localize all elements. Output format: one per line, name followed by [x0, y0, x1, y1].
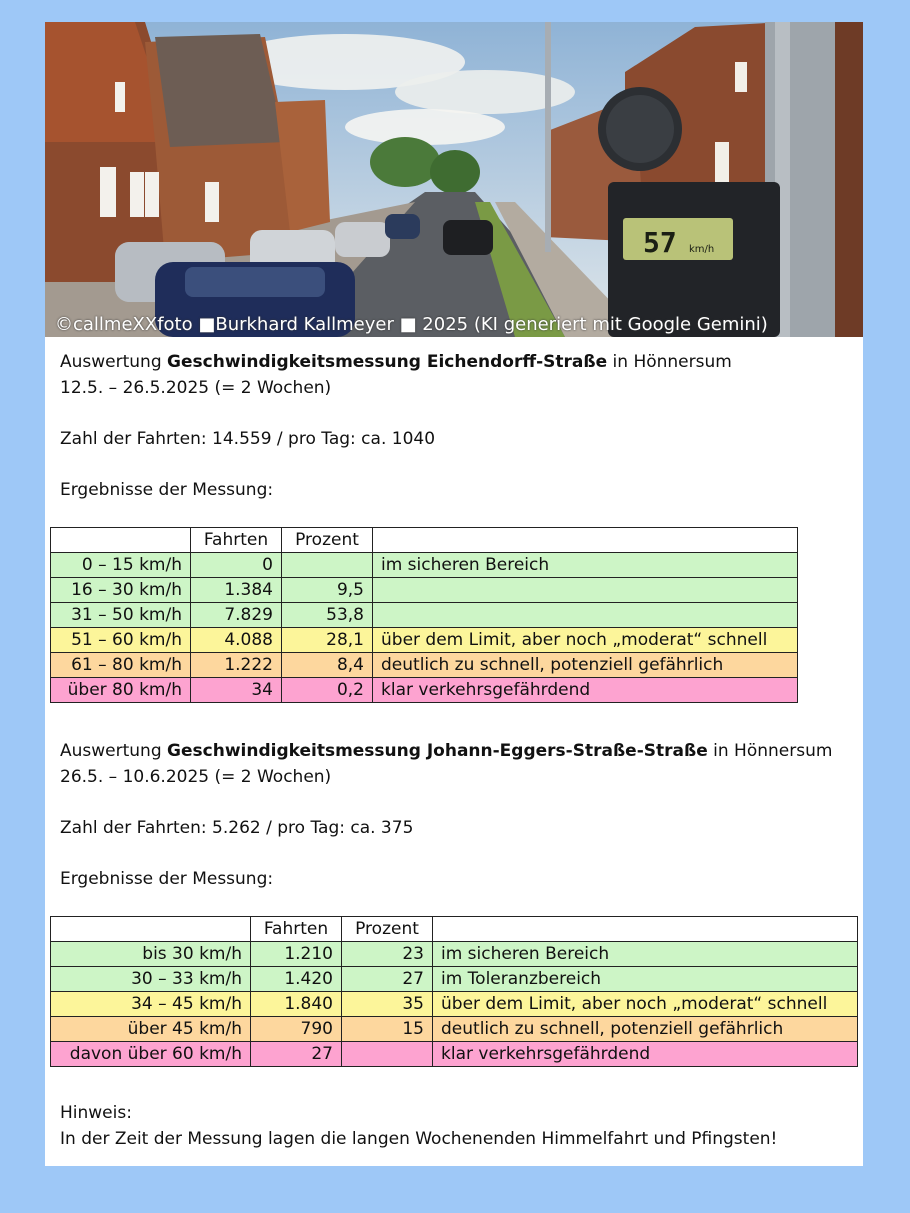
speed-range-cell: 31 – 50 km/h [51, 603, 191, 628]
table-row [51, 578, 798, 603]
speed-range-cell: 30 – 33 km/h [51, 967, 251, 992]
section1-results-label: Ergebnisse der Messung: [60, 480, 274, 500]
assessment-cell [373, 603, 798, 628]
prozent-cell [342, 1042, 433, 1067]
section2-trips: Zahl der Fahrten: 5.262 / pro Tag: ca. 375 [60, 818, 414, 838]
fahrten-cell: 1.384 [191, 578, 282, 603]
fahrten-cell: 7.829 [191, 603, 282, 628]
prozent-cell: 53,8 [282, 603, 373, 628]
assessment-cell: klar verkehrsgefährdend [433, 1042, 858, 1067]
fahrten-cell: 34 [191, 678, 282, 703]
prozent-cell: 15 [342, 1017, 433, 1042]
assessment-cell: im Toleranzbereich [433, 967, 858, 992]
speed-range-cell: 0 – 15 km/h [51, 553, 191, 578]
table-header-cell: Prozent [282, 528, 373, 553]
street-scene-image [45, 22, 863, 337]
speed-range-cell: über 45 km/h [51, 1017, 251, 1042]
prozent-cell: 28,1 [282, 628, 373, 653]
section2-results-table [50, 916, 858, 1067]
fahrten-cell: 1.210 [251, 942, 342, 967]
speed-range-cell: 16 – 30 km/h [51, 578, 191, 603]
section2-period: 26.5. – 10.6.2025 (= 2 Wochen) [60, 767, 332, 787]
assessment-cell: deutlich zu schnell, potenziell gefährlich [433, 1017, 858, 1042]
table-row [51, 942, 858, 967]
assessment-cell [373, 578, 798, 603]
photo-caption: ©callmeXXfoto ■Burkhard Kallmeyer ■ 2025 (KI generiert mit Google Gemini) [55, 314, 768, 335]
table-header-cell [51, 528, 191, 553]
prozent-cell [282, 553, 373, 578]
table-row [51, 1017, 858, 1042]
table-header-row [51, 917, 858, 942]
table-header-cell [433, 917, 858, 942]
table-header-cell: Fahrten [251, 917, 342, 942]
table-row [51, 678, 798, 703]
section1-results-table [50, 527, 798, 703]
table-header-cell [51, 917, 251, 942]
assessment-cell: über dem Limit, aber noch „moderat“ schnell [433, 992, 858, 1017]
speed-range-cell: 51 – 60 km/h [51, 628, 191, 653]
prozent-cell: 35 [342, 992, 433, 1017]
prozent-cell: 0,2 [282, 678, 373, 703]
table-row [51, 628, 798, 653]
prozent-cell: 27 [342, 967, 433, 992]
assessment-cell: über dem Limit, aber noch „moderat“ schnell [373, 628, 798, 653]
fahrten-cell: 27 [251, 1042, 342, 1067]
header-photo [45, 22, 863, 337]
table-row [51, 967, 858, 992]
speed-range-cell: 34 – 45 km/h [51, 992, 251, 1017]
speed-range-cell: über 80 km/h [51, 678, 191, 703]
page [45, 22, 863, 1166]
table-row [51, 553, 798, 578]
speed-range-cell: bis 30 km/h [51, 942, 251, 967]
note-text: In der Zeit der Messung lagen die langen Wochenenden Himmelfahrt und Pfingsten! [60, 1129, 778, 1149]
speed-range-cell: 61 – 80 km/h [51, 653, 191, 678]
fahrten-cell: 1.840 [251, 992, 342, 1017]
section2-results-label: Ergebnisse der Messung: [60, 869, 274, 889]
fahrten-cell: 1.222 [191, 653, 282, 678]
lcd-value: 57 [643, 226, 677, 259]
table-header-cell [373, 528, 798, 553]
fahrten-cell: 4.088 [191, 628, 282, 653]
assessment-cell: im sicheren Bereich [373, 553, 798, 578]
table-header-cell: Fahrten [191, 528, 282, 553]
table-header-row [51, 528, 798, 553]
table-row [51, 653, 798, 678]
prozent-cell: 9,5 [282, 578, 373, 603]
prozent-cell: 23 [342, 942, 433, 967]
section1-title: Auswertung Geschwindigkeitsmessung Eichendorff-Straße in Hönnersum [60, 352, 732, 372]
prozent-cell: 8,4 [282, 653, 373, 678]
fahrten-cell: 790 [251, 1017, 342, 1042]
assessment-cell: im sicheren Bereich [433, 942, 858, 967]
section2-title: Auswertung Geschwindigkeitsmessung Johann-Eggers-Straße-Straße in Hönnersum [60, 741, 833, 761]
section1-trips: Zahl der Fahrten: 14.559 / pro Tag: ca. 1040 [60, 429, 436, 449]
table-row [51, 603, 798, 628]
fahrten-cell: 0 [191, 553, 282, 578]
table-row [51, 992, 858, 1017]
section1-period: 12.5. – 26.5.2025 (= 2 Wochen) [60, 378, 332, 398]
table-row [51, 1042, 858, 1067]
lcd-unit: km/h [689, 244, 715, 255]
table-header-cell: Prozent [342, 917, 433, 942]
fahrten-cell: 1.420 [251, 967, 342, 992]
assessment-cell: klar verkehrsgefährdend [373, 678, 798, 703]
assessment-cell: deutlich zu schnell, potenziell gefährlich [373, 653, 798, 678]
note-label: Hinweis: [60, 1103, 132, 1123]
speed-range-cell: davon über 60 km/h [51, 1042, 251, 1067]
